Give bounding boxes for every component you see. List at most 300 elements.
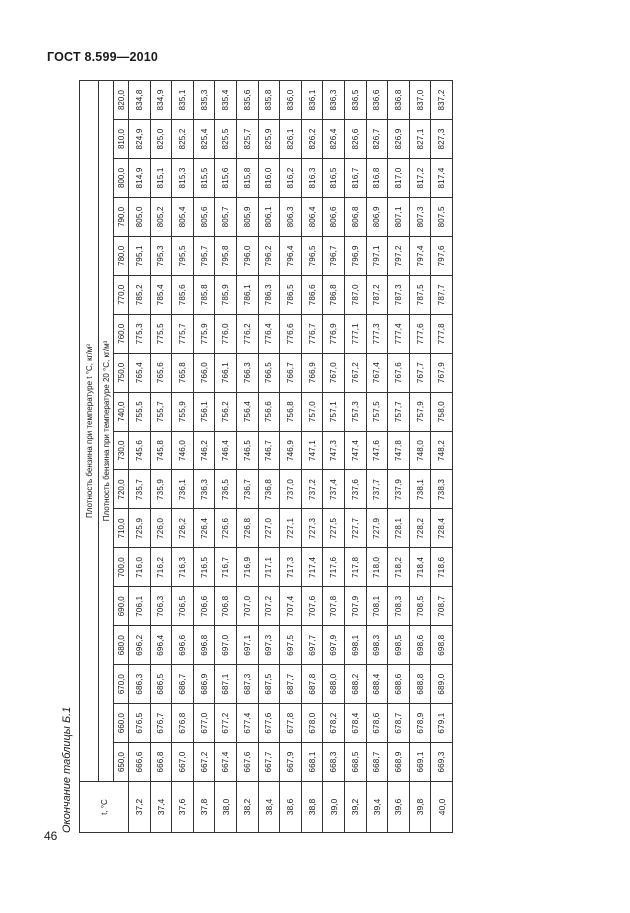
- density-value-cell: 686,7: [172, 665, 194, 704]
- density-value-cell: 687,5: [258, 665, 280, 704]
- density-value-cell: 746,9: [280, 431, 302, 470]
- density-value-cell: 707,9: [344, 587, 366, 626]
- density-value-cell: 756,4: [236, 392, 258, 431]
- density-value-cell: 825,7: [236, 120, 258, 159]
- density-value-cell: 806,9: [366, 197, 388, 236]
- density-value-cell: 666,8: [150, 743, 172, 782]
- density-value-cell: 777,8: [431, 314, 453, 353]
- temp-column-header: t, °C: [80, 782, 129, 833]
- density-column-header: 800,0: [114, 159, 129, 198]
- temperature-cell: 39,0: [323, 782, 345, 833]
- table-row: [258, 81, 280, 833]
- density-value-cell: 737,0: [280, 470, 302, 509]
- table-row: [366, 81, 388, 833]
- table-row: [323, 81, 345, 833]
- density-value-cell: 698,5: [388, 626, 410, 665]
- density-value-cell: 786,3: [258, 275, 280, 314]
- table-row: [215, 81, 237, 833]
- temperature-cell: 39,2: [344, 782, 366, 833]
- density-value-cell: 777,6: [409, 314, 431, 353]
- density-value-cell: 746,5: [236, 431, 258, 470]
- density-value-cell: 708,5: [409, 587, 431, 626]
- density-value-cell: 707,2: [258, 587, 280, 626]
- density-value-cell: 686,5: [150, 665, 172, 704]
- density-value-cell: 825,4: [193, 120, 215, 159]
- density-value-cell: 707,8: [323, 587, 345, 626]
- density-value-cell: 668,5: [344, 743, 366, 782]
- density-value-cell: 707,6: [301, 587, 323, 626]
- density-value-cell: 815,8: [236, 159, 258, 198]
- density-value-cell: 697,9: [323, 626, 345, 665]
- density-value-cell: 837,2: [431, 81, 453, 120]
- density-value-cell: 757,0: [301, 392, 323, 431]
- density-value-cell: 756,1: [193, 392, 215, 431]
- density-value-cell: 767,2: [344, 353, 366, 392]
- density-value-cell: 678,6: [366, 704, 388, 743]
- density-value-cell: 747,8: [388, 431, 410, 470]
- density-value-cell: 669,3: [431, 743, 453, 782]
- density-value-cell: 776,0: [215, 314, 237, 353]
- density-value-cell: 727,5: [323, 509, 345, 548]
- density-value-cell: 814,9: [129, 159, 151, 198]
- density-value-cell: 688,6: [388, 665, 410, 704]
- density-value-cell: 725,9: [129, 509, 151, 548]
- density-value-cell: 738,1: [409, 470, 431, 509]
- density-value-cell: 676,5: [129, 704, 151, 743]
- table-caption: Окончание таблицы Б.1: [61, 706, 73, 833]
- density-value-cell: 727,9: [366, 509, 388, 548]
- density-value-cell: 736,8: [258, 470, 280, 509]
- density-value-cell: 668,1: [301, 743, 323, 782]
- density-value-cell: 785,9: [215, 275, 237, 314]
- density-column-header: 720,0: [114, 470, 129, 509]
- density-value-cell: 736,7: [236, 470, 258, 509]
- density-value-cell: 776,7: [301, 314, 323, 353]
- density-value-cell: 815,3: [172, 159, 194, 198]
- density-value-cell: 755,9: [172, 392, 194, 431]
- density-value-cell: 747,3: [323, 431, 345, 470]
- density-value-cell: 748,2: [431, 431, 453, 470]
- density-value-cell: 816,7: [344, 159, 366, 198]
- density-value-cell: 737,7: [366, 470, 388, 509]
- density-value-cell: 806,3: [280, 197, 302, 236]
- density-value-cell: 668,9: [388, 743, 410, 782]
- density-value-cell: 696,2: [129, 626, 151, 665]
- density-value-cell: 826,2: [301, 120, 323, 159]
- density-value-cell: 747,1: [301, 431, 323, 470]
- density-value-cell: 737,9: [388, 470, 410, 509]
- density-value-cell: 677,4: [236, 704, 258, 743]
- density-value-cell: 827,3: [431, 120, 453, 159]
- density-value-cell: 717,1: [258, 548, 280, 587]
- density-value-cell: 688,2: [344, 665, 366, 704]
- density-value-cell: 737,2: [301, 470, 323, 509]
- density-value-cell: 718,4: [409, 548, 431, 587]
- density-value-cell: 825,2: [172, 120, 194, 159]
- density-value-cell: 746,7: [258, 431, 280, 470]
- density-value-cell: 837,0: [409, 81, 431, 120]
- density-value-cell: 756,6: [258, 392, 280, 431]
- density-value-cell: 827,1: [409, 120, 431, 159]
- density-value-cell: 776,6: [280, 314, 302, 353]
- density-column-header: 690,0: [114, 587, 129, 626]
- density-value-cell: 826,6: [344, 120, 366, 159]
- density-value-cell: 726,6: [215, 509, 237, 548]
- density-value-cell: 807,3: [409, 197, 431, 236]
- density-value-cell: 785,2: [129, 275, 151, 314]
- density-value-cell: 825,5: [215, 120, 237, 159]
- density-value-cell: 707,0: [236, 587, 258, 626]
- density-value-cell: 795,3: [150, 236, 172, 275]
- density-value-cell: 696,8: [193, 626, 215, 665]
- density-value-cell: 766,7: [280, 353, 302, 392]
- density-value-cell: 697,0: [215, 626, 237, 665]
- density-value-cell: 726,8: [236, 509, 258, 548]
- density-value-cell: 698,8: [431, 626, 453, 665]
- density-value-cell: 817,4: [431, 159, 453, 198]
- density-value-cell: 787,0: [344, 275, 366, 314]
- density-value-cell: 728,4: [431, 509, 453, 548]
- temperature-cell: 37,8: [193, 782, 215, 833]
- density-value-cell: 836,3: [323, 81, 345, 120]
- density-value-cell: 689,0: [431, 665, 453, 704]
- density-value-cell: 726,0: [150, 509, 172, 548]
- density-value-cell: 826,7: [366, 120, 388, 159]
- density-value-cell: 706,3: [150, 587, 172, 626]
- density-value-cell: 816,0: [258, 159, 280, 198]
- density-value-cell: 747,4: [344, 431, 366, 470]
- density-column-header: 740,0: [114, 392, 129, 431]
- density-value-cell: 826,1: [280, 120, 302, 159]
- table-row: [236, 81, 258, 833]
- table-row: [129, 81, 151, 833]
- density-value-cell: 796,4: [280, 236, 302, 275]
- density-value-cell: 815,6: [215, 159, 237, 198]
- density-value-cell: 687,7: [280, 665, 302, 704]
- density-value-cell: 797,6: [431, 236, 453, 275]
- density-value-cell: 747,6: [366, 431, 388, 470]
- density-value-cell: 836,1: [301, 81, 323, 120]
- density-value-cell: 836,8: [388, 81, 410, 120]
- density-column-header: 820,0: [114, 81, 129, 120]
- density-value-cell: 746,4: [215, 431, 237, 470]
- density-value-cell: 728,2: [409, 509, 431, 548]
- density-column-header: 680,0: [114, 626, 129, 665]
- density-value-cell: 667,6: [236, 743, 258, 782]
- density-value-cell: 765,4: [129, 353, 151, 392]
- temperature-cell: 39,6: [388, 782, 410, 833]
- density-column-header: 790,0: [114, 197, 129, 236]
- table-row: [280, 81, 302, 833]
- density-value-cell: 807,5: [431, 197, 453, 236]
- density-value-cell: 817,2: [409, 159, 431, 198]
- density-value-cell: 745,8: [150, 431, 172, 470]
- density-value-cell: 698,1: [344, 626, 366, 665]
- density-value-cell: 766,1: [215, 353, 237, 392]
- table-row: [301, 81, 323, 833]
- density-value-cell: 765,8: [172, 353, 194, 392]
- density-value-cell: 667,0: [172, 743, 194, 782]
- density-value-cell: 787,5: [409, 275, 431, 314]
- density-value-cell: 776,4: [258, 314, 280, 353]
- density-value-cell: 678,0: [301, 704, 323, 743]
- density-value-cell: 679,1: [431, 704, 453, 743]
- density-value-cell: 826,4: [323, 120, 345, 159]
- density-value-cell: 816,3: [301, 159, 323, 198]
- density-value-cell: 678,7: [388, 704, 410, 743]
- density-value-cell: 766,0: [193, 353, 215, 392]
- density-value-cell: 708,7: [431, 587, 453, 626]
- density-value-cell: 787,2: [366, 275, 388, 314]
- density-value-cell: 677,2: [215, 704, 237, 743]
- density-value-cell: 738,3: [431, 470, 453, 509]
- density-value-cell: 718,0: [366, 548, 388, 587]
- density-value-cell: 716,3: [172, 548, 194, 587]
- density-value-cell: 716,7: [215, 548, 237, 587]
- table-row: [431, 81, 453, 833]
- density-value-cell: 736,3: [193, 470, 215, 509]
- density-value-cell: 825,9: [258, 120, 280, 159]
- temperature-cell: 39,4: [366, 782, 388, 833]
- density-value-cell: 817,0: [388, 159, 410, 198]
- density-column-header: 760,0: [114, 314, 129, 353]
- density-value-cell: 745,6: [129, 431, 151, 470]
- density-value-cell: 666,6: [129, 743, 151, 782]
- density-value-cell: 707,4: [280, 587, 302, 626]
- density-value-cell: 805,2: [150, 197, 172, 236]
- density-value-cell: 767,0: [323, 353, 345, 392]
- header-row-sub: [99, 81, 114, 833]
- density-value-cell: 805,9: [236, 197, 258, 236]
- density-value-cell: 668,3: [323, 743, 345, 782]
- density-value-cell: 757,7: [388, 392, 410, 431]
- density-value-cell: 686,3: [129, 665, 151, 704]
- density-value-cell: 835,4: [215, 81, 237, 120]
- density-value-cell: 795,7: [193, 236, 215, 275]
- density-value-cell: 736,5: [215, 470, 237, 509]
- table-row: [344, 81, 366, 833]
- density-value-cell: 726,4: [193, 509, 215, 548]
- density-value-cell: 824,9: [129, 120, 151, 159]
- density-value-cell: 777,4: [388, 314, 410, 353]
- density-column-header: 670,0: [114, 665, 129, 704]
- density-value-cell: 748,0: [409, 431, 431, 470]
- density-value-cell: 727,3: [301, 509, 323, 548]
- density-value-cell: 796,0: [236, 236, 258, 275]
- density-value-cell: 816,8: [366, 159, 388, 198]
- density-column-header: 780,0: [114, 236, 129, 275]
- density-value-cell: 706,5: [172, 587, 194, 626]
- document-code: ГОСТ 8.599—2010: [47, 50, 159, 64]
- header-row-columns: [114, 81, 129, 833]
- density-value-cell: 746,0: [172, 431, 194, 470]
- density-value-cell: 737,6: [344, 470, 366, 509]
- density-column-header: 700,0: [114, 548, 129, 587]
- density-value-cell: 815,1: [150, 159, 172, 198]
- temperature-cell: 37,2: [129, 782, 151, 833]
- density-value-cell: 716,2: [150, 548, 172, 587]
- density-value-cell: 786,5: [280, 275, 302, 314]
- density-value-cell: 667,2: [193, 743, 215, 782]
- density-value-cell: 826,9: [388, 120, 410, 159]
- density-value-cell: 676,7: [150, 704, 172, 743]
- density-value-cell: 777,1: [344, 314, 366, 353]
- density-value-cell: 727,1: [280, 509, 302, 548]
- density-column-header: 810,0: [114, 120, 129, 159]
- density-value-cell: 757,3: [344, 392, 366, 431]
- density-value-cell: 717,6: [323, 548, 345, 587]
- temperature-cell: 37,6: [172, 782, 194, 833]
- density-value-cell: 726,2: [172, 509, 194, 548]
- density-value-cell: 796,7: [323, 236, 345, 275]
- density-value-cell: 806,1: [258, 197, 280, 236]
- density-value-cell: 667,9: [280, 743, 302, 782]
- density-value-cell: 805,6: [193, 197, 215, 236]
- density-value-cell: 805,0: [129, 197, 151, 236]
- density-value-cell: 775,5: [150, 314, 172, 353]
- density-value-cell: 765,6: [150, 353, 172, 392]
- table-row: [193, 81, 215, 833]
- density-value-cell: 785,6: [172, 275, 194, 314]
- density-value-cell: 766,3: [236, 353, 258, 392]
- page-number: 46: [44, 829, 58, 843]
- density-value-cell: 718,6: [431, 548, 453, 587]
- temperature-cell: 38,4: [258, 782, 280, 833]
- temperature-cell: 38,6: [280, 782, 302, 833]
- density-value-cell: 717,8: [344, 548, 366, 587]
- density-value-cell: 687,1: [215, 665, 237, 704]
- density-value-cell: 767,6: [388, 353, 410, 392]
- table-row: [150, 81, 172, 833]
- density-value-cell: 686,9: [193, 665, 215, 704]
- density-value-cell: 806,8: [344, 197, 366, 236]
- density-value-cell: 697,5: [280, 626, 302, 665]
- density-value-cell: 775,9: [193, 314, 215, 353]
- density-value-cell: 795,5: [172, 236, 194, 275]
- table-row: [388, 81, 410, 833]
- density-value-cell: 816,5: [323, 159, 345, 198]
- density-value-cell: 795,1: [129, 236, 151, 275]
- density-value-cell: 834,9: [150, 81, 172, 120]
- density-value-cell: 717,4: [301, 548, 323, 587]
- density-table: [79, 80, 453, 833]
- density-value-cell: 716,9: [236, 548, 258, 587]
- density-value-cell: 676,8: [172, 704, 194, 743]
- density-value-cell: 678,4: [344, 704, 366, 743]
- density-value-cell: 787,7: [431, 275, 453, 314]
- density-value-cell: 669,1: [409, 743, 431, 782]
- density-value-cell: 678,2: [323, 704, 345, 743]
- density-value-cell: 697,3: [258, 626, 280, 665]
- density-value-cell: 796,2: [258, 236, 280, 275]
- density-value-cell: 805,4: [172, 197, 194, 236]
- group-header: Плотность бензина при температуре t °C, кг/м³: [80, 81, 99, 782]
- density-value-cell: 735,9: [150, 470, 172, 509]
- density-value-cell: 757,9: [409, 392, 431, 431]
- density-value-cell: 688,8: [409, 665, 431, 704]
- density-value-cell: 706,8: [215, 587, 237, 626]
- density-value-cell: 835,6: [236, 81, 258, 120]
- density-value-cell: 806,4: [301, 197, 323, 236]
- sub-header: Плотность бензина при температуре 20 °C, кг/м³: [99, 81, 114, 782]
- density-value-cell: 835,1: [172, 81, 194, 120]
- density-value-cell: 706,6: [193, 587, 215, 626]
- density-value-cell: 696,6: [172, 626, 194, 665]
- temperature-cell: 39,8: [409, 782, 431, 833]
- density-value-cell: 698,3: [366, 626, 388, 665]
- density-value-cell: 786,8: [323, 275, 345, 314]
- density-value-cell: 807,1: [388, 197, 410, 236]
- header-row-group: [80, 81, 99, 833]
- density-value-cell: 746,2: [193, 431, 215, 470]
- density-value-cell: 796,9: [344, 236, 366, 275]
- density-value-cell: 706,1: [129, 587, 151, 626]
- density-value-cell: 727,7: [344, 509, 366, 548]
- density-value-cell: 697,7: [301, 626, 323, 665]
- density-value-cell: 836,6: [366, 81, 388, 120]
- density-value-cell: 835,8: [258, 81, 280, 120]
- table-row: [172, 81, 194, 833]
- density-value-cell: 667,7: [258, 743, 280, 782]
- density-value-cell: 796,5: [301, 236, 323, 275]
- density-column-header: 660,0: [114, 704, 129, 743]
- density-value-cell: 786,1: [236, 275, 258, 314]
- density-value-cell: 766,5: [258, 353, 280, 392]
- density-value-cell: 805,7: [215, 197, 237, 236]
- density-value-cell: 736,1: [172, 470, 194, 509]
- density-value-cell: 688,0: [323, 665, 345, 704]
- density-column-header: 730,0: [114, 431, 129, 470]
- density-value-cell: 787,3: [388, 275, 410, 314]
- density-value-cell: 687,3: [236, 665, 258, 704]
- density-value-cell: 795,8: [215, 236, 237, 275]
- density-value-cell: 756,2: [215, 392, 237, 431]
- density-value-cell: 776,9: [323, 314, 345, 353]
- rotated-table-block: [61, 80, 453, 833]
- density-value-cell: 735,7: [129, 470, 151, 509]
- density-value-cell: 708,1: [366, 587, 388, 626]
- density-value-cell: 696,4: [150, 626, 172, 665]
- density-value-cell: 816,2: [280, 159, 302, 198]
- density-column-header: 770,0: [114, 275, 129, 314]
- density-value-cell: 834,8: [129, 81, 151, 120]
- temperature-cell: 38,0: [215, 782, 237, 833]
- density-value-cell: 757,5: [366, 392, 388, 431]
- density-value-cell: 767,7: [409, 353, 431, 392]
- density-value-cell: 786,6: [301, 275, 323, 314]
- density-value-cell: 688,4: [366, 665, 388, 704]
- density-value-cell: 755,7: [150, 392, 172, 431]
- density-value-cell: 667,4: [215, 743, 237, 782]
- density-value-cell: 718,2: [388, 548, 410, 587]
- density-value-cell: 797,2: [388, 236, 410, 275]
- temperature-cell: 38,8: [301, 782, 323, 833]
- density-value-cell: 777,3: [366, 314, 388, 353]
- temperature-cell: 37,4: [150, 782, 172, 833]
- density-value-cell: 727,0: [258, 509, 280, 548]
- density-value-cell: 767,9: [431, 353, 453, 392]
- density-value-cell: 776,2: [236, 314, 258, 353]
- density-value-cell: 677,8: [280, 704, 302, 743]
- density-value-cell: 825,0: [150, 120, 172, 159]
- density-value-cell: 716,5: [193, 548, 215, 587]
- density-column-header: 710,0: [114, 509, 129, 548]
- density-column-header: 650,0: [114, 743, 129, 782]
- density-value-cell: 716,0: [129, 548, 151, 587]
- density-value-cell: 678,9: [409, 704, 431, 743]
- density-value-cell: 785,4: [150, 275, 172, 314]
- density-value-cell: 756,8: [280, 392, 302, 431]
